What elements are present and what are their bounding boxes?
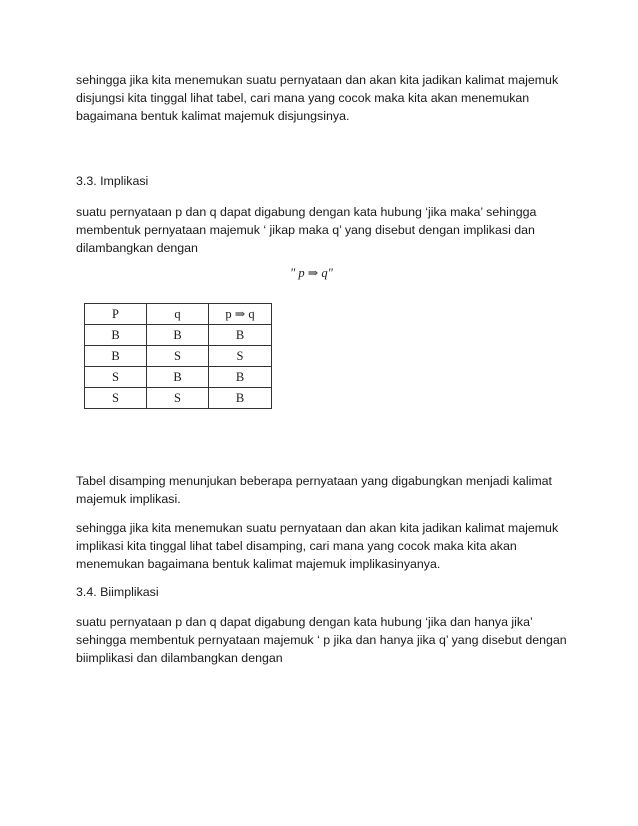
- table-cell: S: [209, 346, 272, 367]
- table-cell: S: [85, 367, 147, 388]
- implication-truth-table: [84, 303, 272, 409]
- table-header-cell: q: [147, 304, 209, 325]
- table-header-cell: p ⇒ q: [209, 304, 272, 325]
- table-row: [85, 325, 272, 346]
- table-cell: B: [209, 367, 272, 388]
- paragraph-implication-summary: sehingga jika kita menemukan suatu pernyataan dan akan kita jadikan kalimat majemuk implikasi kita tinggal lihat tabel disamping, cari mana yang cocok maka kita akan menemukan bagaimana bentuk kalimat majemuk implikasinyanya.: [76, 521, 559, 571]
- table-header-row: [85, 304, 272, 325]
- implication-formula: " p ⇒ q": [290, 266, 333, 280]
- table-cell: S: [147, 388, 209, 409]
- table-cell: B: [85, 346, 147, 367]
- paragraph-disjunction-summary: sehingga jika kita menemukan suatu pernyataan dan akan kita jadikan kalimat majemuk disjungsi kita tinggal lihat tabel, cari mana yang cocok maka kita akan menemukan bagaimana bentuk kalimat majemuk disjungsinya.: [76, 73, 559, 123]
- table-cell: B: [85, 325, 147, 346]
- paragraph-table-description: Tabel disamping menunjukan beberapa pernyataan yang digabungkan menjadi kalimat majemuk implikasi.: [76, 474, 552, 506]
- section-heading-implikasi: 3.3. Implikasi: [76, 174, 149, 188]
- table-row: [85, 346, 272, 367]
- table-row: [85, 388, 272, 409]
- table-row: [85, 367, 272, 388]
- paragraph-biimplikasi-definition: suatu pernyataan p dan q dapat digabung dengan kata hubung ‘jika dan hanya jika’ sehingga membentuk pernyataan majemuk ‘ p jika dan hanya jika q’ yang disebut dengan biimplikasi dan dilambangkan dengan: [76, 615, 567, 665]
- section-heading-biimplikasi: 3.4. Biimplikasi: [76, 585, 159, 599]
- table-cell: B: [209, 388, 272, 409]
- table-cell: S: [85, 388, 147, 409]
- paragraph-implikasi-definition: suatu pernyataan p dan q dapat digabung dengan kata hubung ‘jika maka’ sehingga membentuk pernyataan majemuk ‘ jikap maka q’ yang disebut dengan implikasi dan dilambangkan dengan: [76, 205, 537, 255]
- table-cell: B: [209, 325, 272, 346]
- table-cell: B: [147, 325, 209, 346]
- table-header-cell: P: [85, 304, 147, 325]
- table-cell: B: [147, 367, 209, 388]
- table-cell: S: [147, 346, 209, 367]
